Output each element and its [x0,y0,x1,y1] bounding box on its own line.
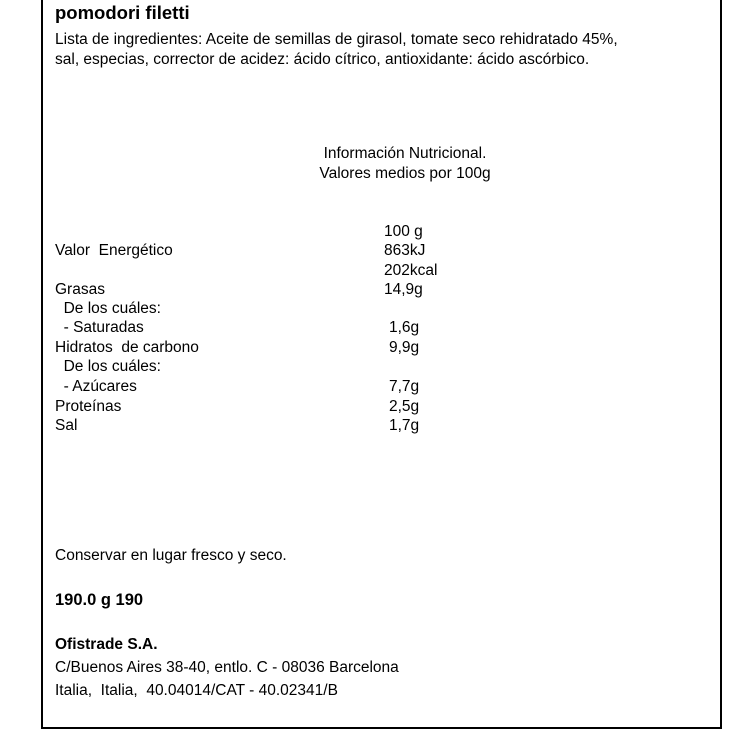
storage-instructions: Conservar en lugar fresco y seco. [55,547,287,564]
nutrition-row-label: De los cuáles: [55,300,161,317]
nutrition-row-label: Hidratos de carbono [55,339,199,356]
nutrition-row-value: 9,9g [389,339,420,356]
nutrition-row-value: 863kJ [384,242,426,259]
ingredients-line-2: sal, especias, corrector de acidez: ácido cítrico, antioxidante: ácido ascórbico. [55,51,590,68]
nutrition-subheading: Valores medios por 100g [319,165,491,182]
company-name: Ofistrade S.A. [55,636,158,653]
company-address: C/Buenos Aires 38-40, entlo. C - 08036 Barcelona [55,659,399,676]
nutrition-row-value: 1,6g [389,319,420,336]
net-weight: 190.0 g 190 [55,591,144,609]
nutrition-row-value: 2,5g [389,398,420,415]
nutrition-row-value: 202kcal [384,262,438,279]
nutrition-row-label: - Azúcares [55,378,137,395]
nutrition-heading: Información Nutricional. [323,145,487,162]
nutrition-row-value: 7,7g [389,378,420,395]
nutrition-row-label: Proteínas [55,398,122,415]
nutrition-row-label: De los cuáles: [55,358,161,375]
nutrition-column-header: 100 g [384,223,423,240]
nutrition-row-value: 14,9g [384,281,423,298]
nutrition-row-label: Valor Energético [55,242,173,259]
company-registry: Italia, Italia, 40.04014/CAT - 40.02341/B [55,682,338,699]
ingredients-line-1: Lista de ingredientes: Aceite de semillas de girasol, tomate seco rehidratado 45%, [55,31,618,48]
nutrition-row-label: Grasas [55,281,105,298]
nutrition-row-value: 1,7g [389,417,420,434]
product-name: pomodori filetti [55,2,190,23]
nutrition-row-label: - Saturadas [55,319,144,336]
nutrition-row-label: Sal [55,417,78,434]
